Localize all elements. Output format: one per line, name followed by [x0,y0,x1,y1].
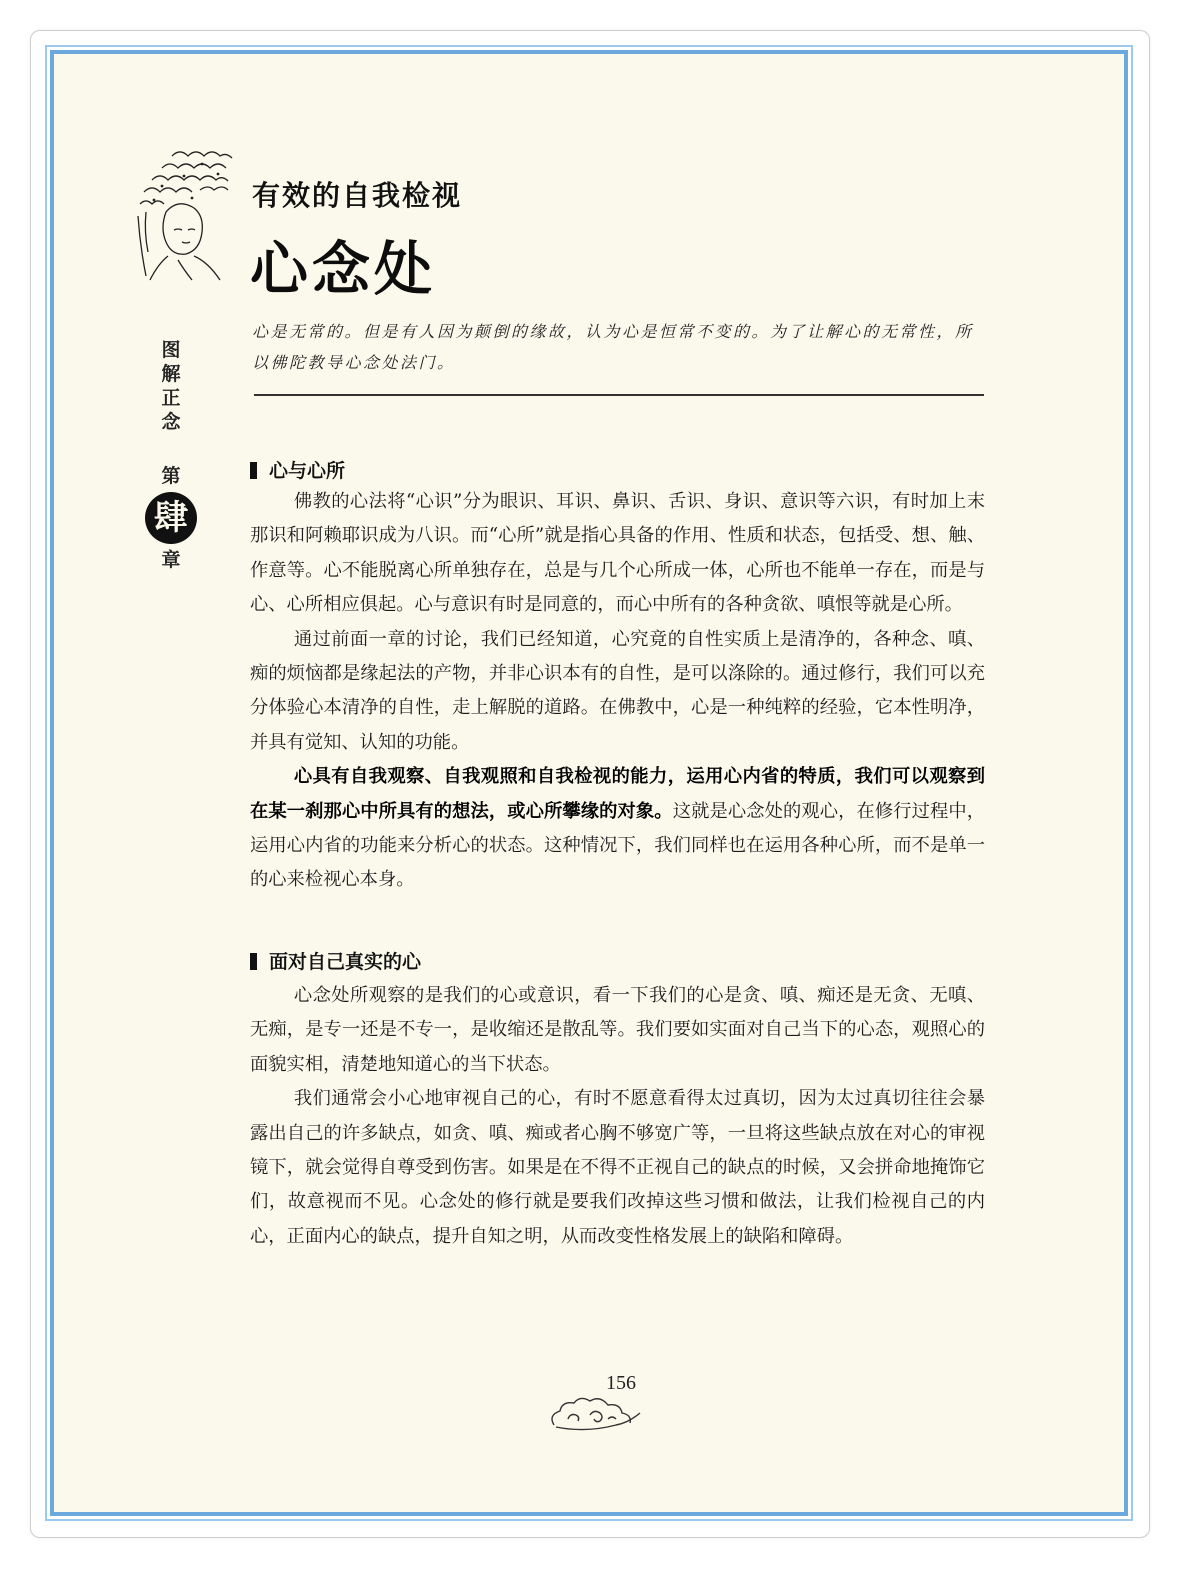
heading-bar-icon [250,953,257,970]
section-heading-2 [250,947,421,974]
bold-text: 心具有自我观察、自我观照和自我检视的能力，运用心内省的特质，我们可以观察到在某一刹那心中所具有的想法，或心所攀缘的对象。 [250,766,985,822]
page-title: 心念处 [250,235,437,303]
page-number: 156 [606,1372,636,1394]
paragraph: 通过前面一章的讨论，我们已经知道，心究竟的自性实质上是清净的，各种念、嗔、痴的烦恼都是缘起法的产物，并非心识本有的自性，是可以涤除的。通过修行，我们可以充分体验心本清净的自性，走上解脱的道路。在佛教中，心是一种纯粹的经验，它本性明净，并具有觉知、认知的功能。 [250,628,985,753]
section-heading-2-text: 面对自己真实的心 [269,951,422,973]
section-1-body [250,485,985,898]
chapter-word-first: 第 [161,465,181,487]
paragraph-text: 这就是心念处的观心，在修行过程中，运用心内省的功能来分析心的状态。这种情况下，我们同样也在运用各种心所，而不是单一的心来检视心本身。 [250,800,986,891]
section-2-body [250,979,985,1254]
chapter-number-badge: 肆 [145,492,197,544]
paragraph: 心念处所观察的是我们的心或意识，看一下我们的心是贪、嗔、痴还是无贪、无嗔、无痴，是专一还是不专一，是收缩还是散乱等。我们要如实面对自己当下的心态，观照心的面貌实相，清楚地知道心的当下状态。 [250,985,985,1075]
heading-bar-icon [250,462,257,479]
paragraph [250,760,985,898]
chapter-side-label [154,338,188,572]
section-heading-1-text: 心与心所 [269,460,346,482]
section-heading-1 [250,456,345,483]
divider-line [254,394,984,396]
paragraph: 我们通常会小心地审视自己的心，有时不愿意看得太过真切，因为太过真切往往会暴露出自己的许多缺点，如贪、嗔、痴或者心胸不够宽广等，一旦将这些缺点放在对心的审视镜下，就会觉得自尊受到伤害。如果是在不得不正视自己的缺点的时候，又会拼命地掩饰它们，故意视而不见。心念处的修行就是要我们改掉这些习惯和做法，让我们检视自己的内心，正面内心的缺点，提升自知之明，从而改变性格发展上的缺陷和障碍。 [250,1088,985,1247]
intro-text: 心是无常的。但是有人因为颠倒的缘故，认为心是恒常不变的。为了让解心的无常性，所以佛陀教导心念处法门。 [252,322,974,372]
section-subtitle: 有效的自我检视 [252,179,463,212]
monk-portrait-illustration [132,146,242,281]
paragraph: 佛教的心法将“心识”分为眼识、耳识、鼻识、舌识、身识、意识等六识，有时加上末那识和阿赖耶识成为八识。而“心所”就是指心具备的作用、性质和状态，包括受、想、触、作意等。心不能脱离心所单独存在，总是与几个心所成一体，心所也不能单一存在，而是与心、心所相应俱起。心与意识有时是同意的，而心中所有的各种贪欲、嗔恨等就是心所。 [250,491,985,616]
chapter-word-last: 章 [161,549,181,571]
series-name: 图解正念 [161,339,181,433]
book-page [50,50,1128,1516]
cloud-ornament-icon [546,1389,646,1437]
